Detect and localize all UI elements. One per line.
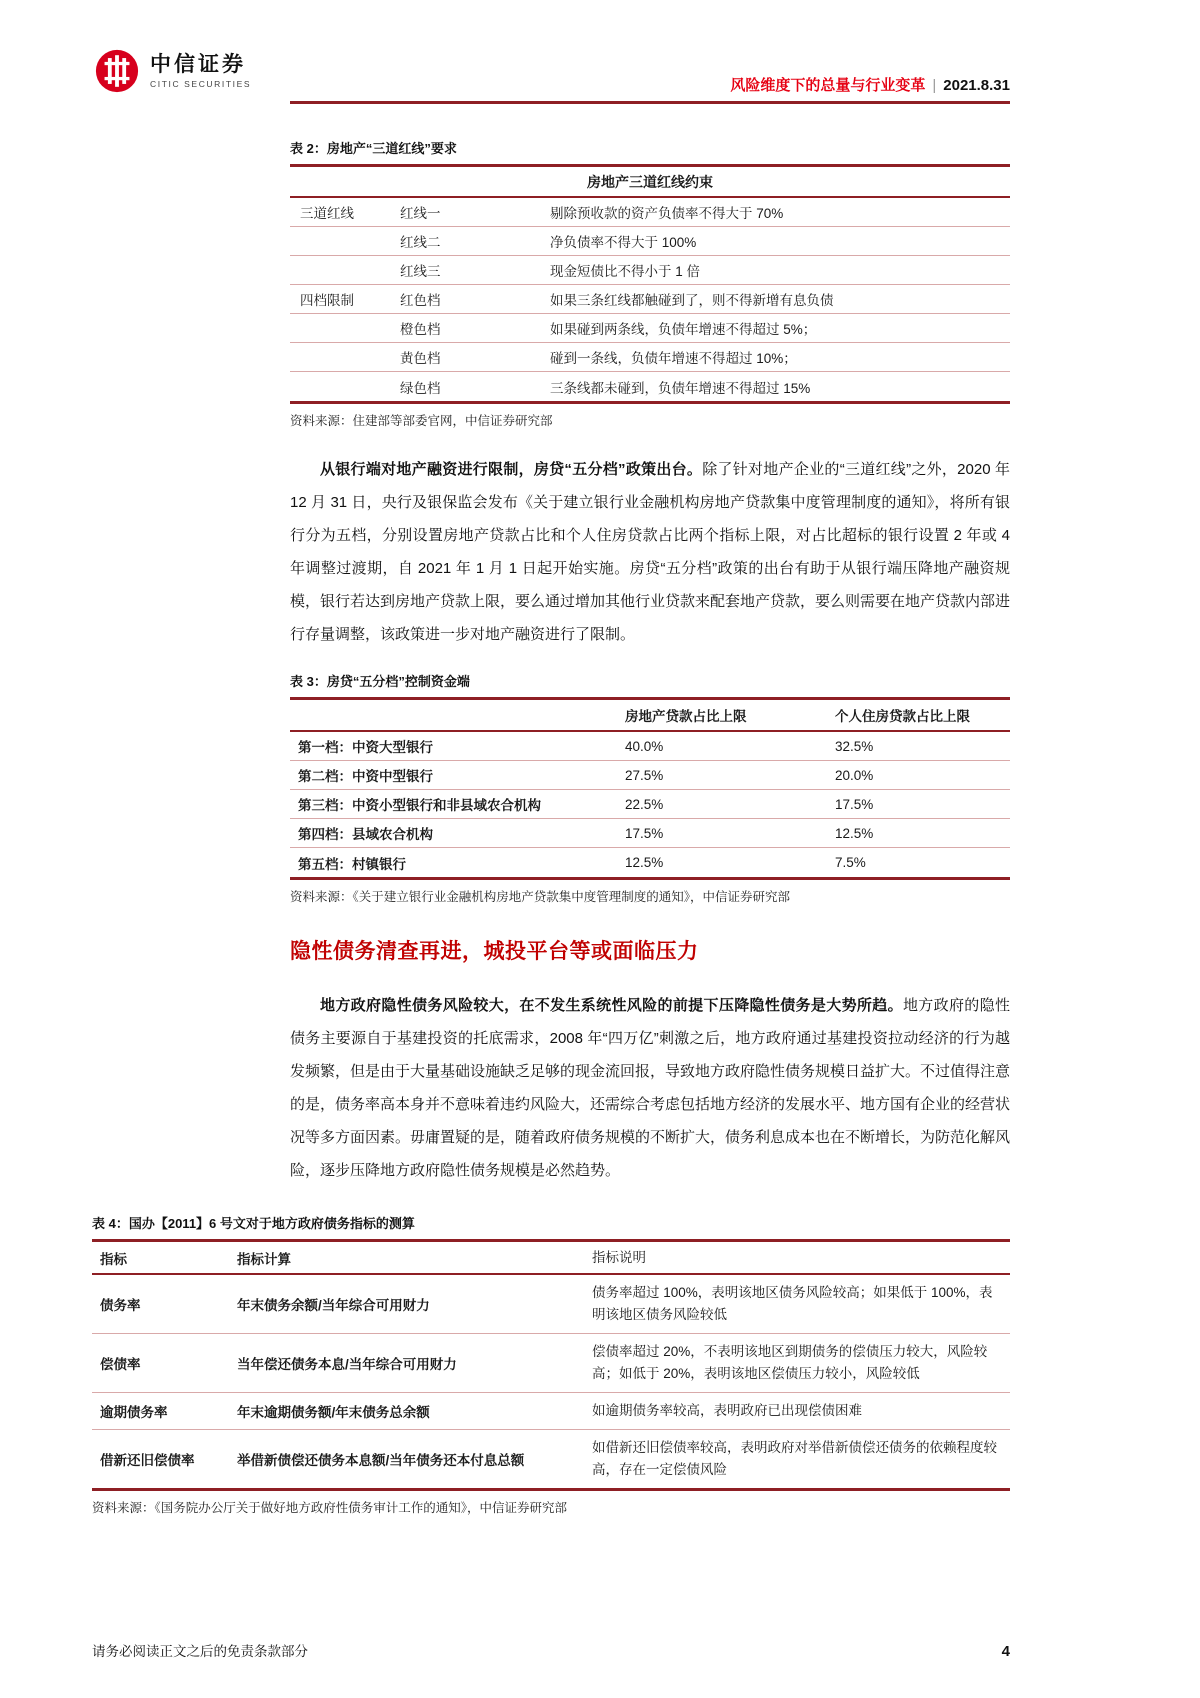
table4-source: 资料来源：《国务院办公厅关于做好地方政府性债务审计工作的通知》，中信证券研究部: [92, 1501, 568, 1515]
cell-desc: 剔除预收款的资产负债率不得大于 70%: [550, 206, 784, 221]
cell-mortgage: 7.5%: [835, 855, 866, 870]
cell-calc: 举借新债偿还债务本息额/当年债务还本付息总额: [237, 1453, 525, 1468]
cell-re-loan: 22.5%: [625, 796, 664, 812]
table2-header: 房地产三道红线约束: [290, 167, 1010, 198]
cell-desc: 现金短债比不得小于 1 倍: [550, 264, 701, 279]
cell-indicator: 偿债率: [100, 1357, 141, 1372]
cell-desc: 碰到一条线，负债年增速不得超过 10%；: [550, 351, 797, 366]
table3-source: 资料来源：《关于建立银行业金融机构房地产贷款集中度管理制度的通知》，中信证券研究部: [290, 890, 791, 904]
table-row: [290, 227, 1010, 256]
cell-mortgage: 17.5%: [835, 796, 874, 812]
table-row: [290, 790, 1010, 819]
cell-re-loan: 40.0%: [625, 738, 664, 754]
cell-name: 黄色档: [400, 351, 441, 366]
cell-mortgage: 32.5%: [835, 738, 874, 754]
table-row: [290, 819, 1010, 848]
table-row: [92, 1334, 1010, 1393]
cell-desc: 如果三条红线都触碰到了，则不得新增有息负债: [550, 293, 834, 308]
section-heading: 隐性债务清查再进，城投平台等或面临压力: [290, 940, 699, 963]
cell-re-loan: 27.5%: [625, 767, 664, 783]
cell-indicator: 借新还旧偿债率: [100, 1453, 195, 1468]
table-row: [290, 198, 1010, 227]
report-date: 2021.8.31: [943, 77, 1010, 94]
logo-name-cn: 中信证券: [150, 52, 246, 76]
cell-desc: 三条线都未碰到，负债年增速不得超过 15%: [550, 380, 811, 396]
table2-block: [290, 138, 1010, 429]
column-header: 房地产贷款占比上限: [625, 709, 747, 724]
table3-header-row: [290, 700, 1010, 732]
cell-name: 绿色档: [400, 380, 441, 396]
page-number: 4: [1001, 1643, 1010, 1660]
column-header: 指标计算: [237, 1251, 291, 1267]
table3: [290, 697, 1010, 880]
cell-mortgage: 20.0%: [835, 767, 874, 783]
paragraph-lead: 地方政府隐性债务风险较大，在不发生系统性风险的前提下压降隐性债务是大势所趋。: [320, 997, 903, 1014]
cell-name: 红色档: [400, 293, 441, 308]
cell-group: 三道红线: [300, 206, 354, 221]
cell-tier: 第二档：中资中型银行: [298, 769, 433, 784]
table-row: [290, 761, 1010, 790]
cell-group: 四档限制: [300, 293, 354, 308]
header-rule: [290, 101, 1010, 104]
cell-desc: 偿债率超过 20%，不表明该地区到期债务的偿债压力较大，风险较高；如低于 20%，表明该地区偿债压力较小，风险较低: [592, 1344, 988, 1381]
table-row: [290, 848, 1010, 877]
cell-name: 橙色档: [400, 322, 441, 337]
column-header: 个人住房贷款占比上限: [835, 709, 970, 724]
report-header: [92, 0, 1010, 104]
cell-re-loan: 17.5%: [625, 825, 664, 841]
cell-indicator: 债务率: [100, 1298, 141, 1313]
cell-calc: 年末逾期债务额/年末债务总余额: [237, 1405, 430, 1420]
logo-text: [150, 53, 251, 89]
header-title-block: [730, 74, 1010, 95]
cell-tier: 第五档：村镇银行: [298, 856, 406, 872]
report-title: 风险维度下的总量与行业变革: [730, 77, 926, 94]
table-row: [290, 732, 1010, 761]
column-header: 指标: [100, 1251, 127, 1267]
table4: [92, 1239, 1010, 1491]
cell-name: 红线二: [400, 235, 441, 250]
cell-desc: 如借新还旧偿债率较高，表明政府对举借新债偿还债务的依赖程度较高，存在一定偿债风险: [592, 1440, 997, 1477]
cell-desc: 如逾期债务率较高，表明政府已出现偿债困难: [592, 1403, 862, 1418]
cell-desc: 净负债率不得大于 100%: [550, 235, 697, 250]
table-row: [92, 1275, 1010, 1334]
footer-disclaimer: 请务必阅读正文之后的免责条款部分: [92, 1644, 308, 1659]
column-header: 指标说明: [592, 1249, 646, 1265]
cell-re-loan: 12.5%: [625, 855, 664, 870]
cell-tier: 第三档：中资小型银行和非县域农合机构: [298, 798, 541, 813]
cell-desc: 如果碰到两条线，负债年增速不得超过 5%；: [550, 322, 817, 337]
table-row: [290, 372, 1010, 401]
table-row: [92, 1393, 1010, 1430]
cell-mortgage: 12.5%: [835, 825, 874, 841]
table2-caption: 表 2：房地产“三道红线”要求: [290, 141, 457, 156]
logo-name-en: CITIC SECURITIES: [150, 79, 252, 90]
cell-tier: 第一档：中资大型银行: [298, 740, 433, 755]
cell-desc: 债务率超过 100%，表明该地区债务风险较高；如果低于 100%，表明该地区债务风险较低: [592, 1285, 993, 1322]
table-row: [290, 256, 1010, 285]
citic-logo-icon: [94, 48, 140, 94]
table-row: [290, 314, 1010, 343]
cell-name: 红线一: [400, 206, 441, 221]
table4-caption: 表 4：国办【2011】6 号文对于地方政府债务指标的测算: [92, 1216, 415, 1231]
header-separator: |: [932, 77, 937, 94]
paragraph-body: 地方政府的隐性债务主要源自于基建投资的托底需求，2008 年“四万亿”刺激之后，地方政府通过基建投资拉动经济的行为越发频繁，但是由于大量基础设施缺乏足够的现金流回报，导致地方政府隐性债务规模日益扩大。不过值得注意的是，债务率高本身并不意味着违约风险大，还需综合考虑包括地方经济的发展水平、地方国有企业的经营状况等多方面因素。毋庸置疑的是，随着政府债务规模的不断扩大，债务利息成本也在不断增长，为防范化解风险，逐步压降地方政府隐性债务规模是必然趋势。: [290, 997, 1011, 1179]
cell-name: 红线三: [400, 264, 441, 279]
citic-logo: [94, 48, 251, 94]
page-footer: [92, 1640, 1010, 1660]
paragraph-policy-five-tiers: [290, 453, 1010, 651]
table3-caption: 表 3：房贷“五分档”控制资金端: [290, 674, 470, 689]
table2: [290, 164, 1010, 404]
cell-tier: 第四档：县域农合机构: [298, 827, 433, 842]
cell-indicator: 逾期债务率: [100, 1405, 168, 1420]
table-row: [290, 343, 1010, 372]
paragraph-body: 除了针对地产企业的“三道红线”之外，2020 年 12 月 31 日，央行及银保监会发布《关于建立银行业金融机构房地产贷款集中度管理制度的通知》，将所有银行分为五档，分别设置房地产贷款占比和个人住房贷款占比两个指标上限，对占比超标的银行设置 2 年或 4 年调整过渡期，自 2021 年 1 月 1 日起开始实施。房贷“五分档”政策的出台有助于从银行端压降地产融资规模，银行若达到房地产贷款上限，要么通过增加其他行业贷款来配套地产贷款，要么则需要在地产贷款内部进行存量调整，该政策进一步对地产融资进行了限制。: [290, 461, 1011, 643]
cell-calc: 当年偿还债务本息/当年综合可用财力: [237, 1357, 457, 1372]
main-content: [290, 138, 1010, 1187]
table-row: [92, 1430, 1010, 1488]
table-row: [290, 285, 1010, 314]
paragraph-lead: 从银行端对地产融资进行限制，房贷“五分档”政策出台。: [320, 461, 703, 478]
cell-calc: 年末债务余额/当年综合可用财力: [237, 1298, 430, 1313]
table3-block: [290, 671, 1010, 905]
table4-header-row: [92, 1242, 1010, 1275]
paragraph-hidden-debt: [290, 989, 1010, 1187]
table2-source: 资料来源：住建部等部委官网，中信证券研究部: [290, 414, 553, 428]
table4-block: [92, 1213, 1010, 1516]
